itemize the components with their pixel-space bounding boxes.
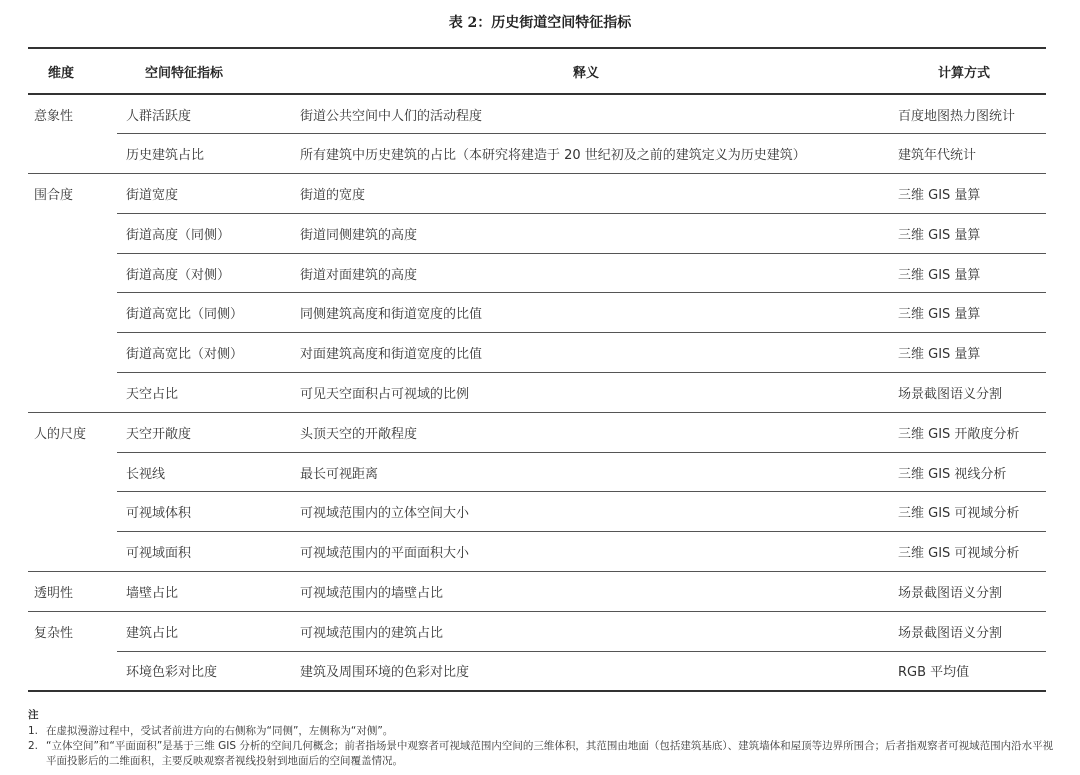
cell-dimension	[28, 333, 117, 373]
cell-method: 三维 GIS 可视域分析	[898, 532, 1046, 572]
header-method: 计算方式	[938, 65, 991, 81]
header-definition: 释义	[572, 65, 599, 81]
note-text: 在虚拟漫游过程中，受试者前进方向的右侧称为“同侧”，左侧称为“对侧”。	[46, 725, 394, 737]
notes-heading: 注	[28, 709, 39, 721]
cell-definition: 可视域范围内的墙壁占比	[294, 572, 898, 612]
cell-dimension	[28, 452, 117, 492]
cell-definition: 街道对面建筑的高度	[294, 253, 898, 293]
cell-method: 场景截图语义分割	[898, 572, 1046, 612]
table-row	[28, 572, 1046, 612]
table-row	[28, 333, 1046, 373]
cell-indicator: 街道高度（同侧）	[117, 213, 294, 253]
cell-dimension	[28, 293, 117, 333]
table-row	[28, 492, 1046, 532]
table-row	[28, 293, 1046, 333]
cell-indicator: 天空开敞度	[117, 412, 294, 452]
cell-method: 三维 GIS 开敞度分析	[898, 412, 1046, 452]
cell-method: 三维 GIS 可视域分析	[898, 492, 1046, 532]
cell-method: 三维 GIS 量算	[898, 253, 1046, 293]
note-number: 1.	[28, 725, 39, 737]
cell-dimension	[28, 373, 117, 413]
cell-method: 三维 GIS 视线分析	[898, 452, 1046, 492]
table-row	[28, 651, 1046, 691]
cell-definition: 街道同侧建筑的高度	[294, 213, 898, 253]
cell-indicator: 长视线	[117, 452, 294, 492]
cell-indicator: 街道高宽比（对侧）	[117, 333, 294, 373]
table-row	[28, 253, 1046, 293]
cell-method: 建筑年代统计	[898, 134, 1046, 174]
cell-indicator: 可视域体积	[117, 492, 294, 532]
table-row	[28, 373, 1046, 413]
table-row	[28, 452, 1046, 492]
cell-definition: 建筑及周围环境的色彩对比度	[294, 651, 898, 691]
cell-definition: 头顶天空的开敞程度	[294, 412, 898, 452]
cell-indicator: 历史建筑占比	[117, 134, 294, 174]
cell-method: 三维 GIS 量算	[898, 333, 1046, 373]
cell-method: RGB 平均值	[898, 651, 1046, 691]
table-title: 表 2：历史街道空间特征指标	[448, 15, 632, 31]
note-text: “立体空间”和“平面面积”是基于三维 GIS 分析的空间几何概念；前者指场景中观察者可视域范围内空间的三维体积，其范围由地面（包括建筑基底）、建筑墙体和屋顶等边界所围合；后者指观察者可视域范围内沿水平视平面投影后的二维面积，主要反映观察者视线投射到地面后的空间覆盖情况。	[46, 740, 1054, 767]
table-row	[28, 134, 1046, 174]
cell-definition: 最长可视距离	[294, 452, 898, 492]
cell-dimension: 复杂性	[34, 626, 74, 641]
cell-definition: 对面建筑高度和街道宽度的比值	[294, 333, 898, 373]
cell-dimension	[28, 134, 117, 174]
table-row	[28, 611, 1046, 651]
table-row	[28, 412, 1046, 452]
cell-method: 场景截图语义分割	[898, 373, 1046, 413]
cell-method: 百度地图热力图统计	[898, 94, 1046, 134]
cell-indicator: 人群活跃度	[117, 94, 294, 134]
cell-dimension: 意象性	[34, 108, 74, 124]
note-item	[28, 739, 1058, 769]
header-dimension: 维度	[48, 65, 75, 81]
note-number: 2.	[28, 740, 39, 752]
cell-dimension	[28, 532, 117, 572]
cell-definition: 可视域范围内的建筑占比	[294, 611, 898, 651]
table-row	[28, 532, 1046, 572]
cell-indicator: 环境色彩对比度	[117, 651, 294, 691]
table-notes	[28, 708, 1058, 769]
cell-indicator: 街道高宽比（同侧）	[117, 293, 294, 333]
cell-definition: 所有建筑中历史建筑的占比（本研究将建造于 20 世纪初及之前的建筑定义为历史建筑）	[294, 134, 898, 174]
cell-dimension: 透明性	[28, 572, 117, 612]
cell-method: 三维 GIS 量算	[898, 293, 1046, 333]
cell-definition: 可视域范围内的立体空间大小	[294, 492, 898, 532]
cell-indicator: 可视域面积	[117, 532, 294, 572]
cell-indicator: 街道高度（对侧）	[117, 253, 294, 293]
cell-indicator: 天空占比	[117, 373, 294, 413]
cell-dimension: 围合度	[34, 188, 74, 204]
table-row	[28, 94, 1046, 134]
cell-indicator: 街道宽度	[117, 174, 294, 214]
cell-definition: 可视域范围内的平面面积大小	[294, 532, 898, 572]
cell-method: 三维 GIS 量算	[898, 174, 1046, 214]
cell-dimension: 人的尺度	[34, 427, 87, 443]
cell-dimension	[28, 651, 117, 691]
cell-indicator: 建筑占比	[117, 611, 294, 651]
cell-method: 三维 GIS 量算	[898, 213, 1046, 253]
table-row	[28, 174, 1046, 214]
cell-dimension	[28, 492, 117, 532]
cell-definition: 可见天空面积占可视域的比例	[294, 373, 898, 413]
note-item	[28, 724, 1058, 739]
table-header-row	[28, 48, 1046, 94]
cell-indicator: 墙壁占比	[117, 572, 294, 612]
cell-definition: 街道公共空间中人们的活动程度	[294, 94, 898, 134]
cell-dimension	[28, 253, 117, 293]
cell-definition: 街道的宽度	[294, 174, 898, 214]
feature-table	[28, 47, 1046, 692]
cell-dimension	[28, 213, 117, 253]
cell-definition: 同侧建筑高度和街道宽度的比值	[294, 293, 898, 333]
cell-method: 场景截图语义分割	[898, 611, 1046, 651]
header-indicator: 空间特征指标	[145, 65, 224, 81]
table-body	[28, 94, 1046, 691]
table-row	[28, 213, 1046, 253]
